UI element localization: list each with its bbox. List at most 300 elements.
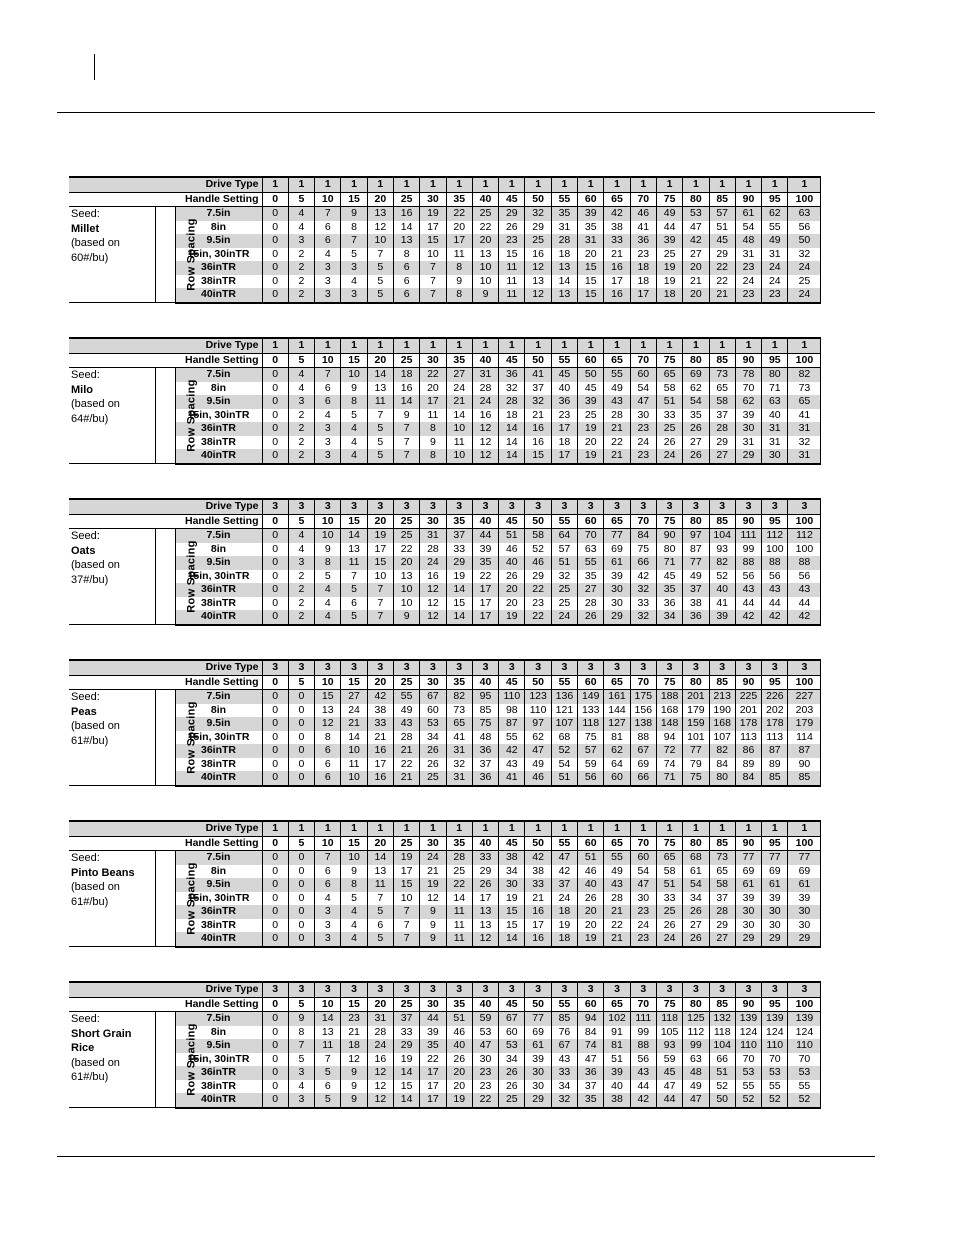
rate-cell: 14 [446, 610, 472, 625]
handle-setting-row [69, 514, 821, 529]
rate-cell: 7 [315, 368, 341, 382]
rate-cell: 34 [499, 865, 525, 879]
rate-cell: 28 [446, 851, 472, 865]
rate-cell: 10 [420, 248, 446, 262]
rate-cell: 26 [446, 1053, 472, 1067]
rate-cell: 11 [446, 932, 472, 947]
handle-setting-value: 75 [656, 675, 682, 690]
rate-cell: 43 [499, 758, 525, 772]
rate-cell: 68 [551, 731, 577, 745]
rate-cell: 14 [393, 1066, 419, 1080]
row-spacing-value: 36inTR [175, 583, 262, 597]
rate-cell: 29 [446, 556, 472, 570]
rate-cell: 74 [578, 1039, 604, 1053]
row-spacing-value: 38inTR [200, 757, 236, 770]
rate-cell: 41 [709, 597, 735, 611]
rate-cell: 5 [367, 275, 393, 289]
rate-cell: 64 [551, 529, 577, 543]
rate-cell: 32 [788, 436, 821, 450]
rate-cell: 38 [525, 865, 551, 879]
rate-cell: 45 [578, 382, 604, 396]
rate-cell: 47 [683, 1093, 709, 1108]
rate-cell: 3 [315, 449, 341, 464]
handle-setting-value: 10 [315, 353, 341, 368]
rate-cell: 14 [499, 449, 525, 464]
handle-setting-value: 10 [315, 997, 341, 1012]
rate-cell: 16 [525, 436, 551, 450]
rate-cell: 49 [604, 382, 630, 396]
rate-cell: 21 [709, 288, 735, 303]
rate-cell: 15 [446, 597, 472, 611]
rate-cell: 31 [788, 449, 821, 464]
rate-cell: 179 [788, 717, 821, 731]
rate-cell: 76 [551, 1026, 577, 1040]
rate-cell: 9 [341, 382, 367, 396]
row-spacing-value: 36inTR [175, 744, 262, 758]
seed-basis: (based on [71, 237, 120, 249]
rate-cell: 61 [735, 207, 761, 221]
rate-cell: 4 [315, 583, 341, 597]
rate-row [69, 248, 821, 262]
rate-cell: 22 [604, 436, 630, 450]
drive-type-value: 3 [288, 660, 314, 675]
rate-cell: 7 [367, 248, 393, 262]
drive-type-value: 3 [630, 660, 656, 675]
drive-type-value: 1 [656, 338, 682, 353]
rate-cell: 45 [656, 1066, 682, 1080]
drive-type-value: 1 [551, 821, 577, 836]
rate-cell: 8 [341, 221, 367, 235]
rate-cell: 14 [367, 851, 393, 865]
drive-type-value: 1 [630, 821, 656, 836]
handle-setting-row [69, 997, 821, 1012]
seed-name-continued: Rice [71, 1042, 95, 1054]
handle-setting-value: 30 [420, 675, 446, 690]
rate-cell: 43 [630, 1066, 656, 1080]
blank-cell [69, 338, 175, 353]
rate-cell: 0 [262, 1012, 288, 1026]
rate-cell: 67 [551, 1039, 577, 1053]
rate-cell: 25 [393, 529, 419, 543]
handle-setting-value: 25 [393, 675, 419, 690]
rate-cell: 4 [341, 905, 367, 919]
rate-cell: 24 [551, 892, 577, 906]
rate-cell: 13 [367, 207, 393, 221]
rate-cell: 69 [788, 865, 821, 879]
rate-cell: 11 [446, 248, 472, 262]
rate-cell: 8 [393, 248, 419, 262]
drive-type-value: 1 [525, 177, 551, 192]
rate-cell: 0 [262, 919, 288, 933]
seed-name: Millet [71, 222, 100, 235]
rate-cell: 12 [420, 597, 446, 611]
rate-cell: 26 [499, 1066, 525, 1080]
rate-cell: 19 [446, 1093, 472, 1108]
rate-cell: 24 [656, 932, 682, 947]
rate-cell: 44 [762, 597, 788, 611]
drive-type-row [69, 660, 821, 675]
rate-cell: 2 [288, 449, 314, 464]
rate-cell: 78 [735, 368, 761, 382]
row-spacing-value: 9.5in [175, 878, 262, 892]
drive-type-value: 3 [762, 982, 788, 997]
handle-setting-value: 55 [551, 997, 577, 1012]
blank-cell [69, 836, 175, 851]
handle-setting-value: 90 [735, 836, 761, 851]
rate-cell: 19 [656, 275, 682, 289]
seed-basis: (based on [71, 720, 120, 732]
rate-cell: 39 [656, 234, 682, 248]
rate-cell: 21 [420, 865, 446, 879]
rate-cell: 201 [735, 704, 761, 718]
rate-cell: 110 [788, 1039, 821, 1053]
handle-setting-value: 80 [683, 514, 709, 529]
rate-cell: 20 [683, 288, 709, 303]
seed-info [69, 529, 155, 625]
rate-cell: 31 [735, 248, 761, 262]
rate-cell: 22 [472, 221, 498, 235]
rate-cell: 33 [367, 717, 393, 731]
rate-cell: 0 [288, 744, 314, 758]
rate-cell: 8 [446, 288, 472, 303]
rate-cell: 53 [735, 1066, 761, 1080]
handle-setting-value: 50 [525, 836, 551, 851]
row-spacing-value: 9.5in [175, 1039, 262, 1053]
rate-cell: 53 [420, 717, 446, 731]
rate-cell: 44 [656, 1093, 682, 1108]
handle-setting-value: 20 [367, 353, 393, 368]
rate-cell: 16 [367, 744, 393, 758]
rate-row [69, 382, 821, 396]
rate-cell: 213 [709, 690, 735, 704]
rate-cell: 20 [472, 234, 498, 248]
drive-type-value: 1 [262, 821, 288, 836]
rate-cell: 32 [551, 1093, 577, 1108]
rate-cell: 0 [262, 905, 288, 919]
drive-type-value: 3 [367, 660, 393, 675]
rate-cell: 30 [788, 919, 821, 933]
rate-cell: 14 [315, 1012, 341, 1026]
rate-cell: 51 [551, 771, 577, 786]
rate-cell: 0 [262, 570, 288, 584]
drive-type-value: 1 [551, 177, 577, 192]
rate-cell: 37 [709, 892, 735, 906]
rate-cell: 227 [788, 690, 821, 704]
rate-cell: 53 [788, 1066, 821, 1080]
rate-cell: 118 [656, 1012, 682, 1026]
rate-cell: 19 [420, 878, 446, 892]
rate-row [69, 556, 821, 570]
rate-cell: 20 [499, 597, 525, 611]
rate-cell: 26 [683, 932, 709, 947]
rate-cell: 101 [683, 731, 709, 745]
rate-cell: 179 [683, 704, 709, 718]
rate-cell: 14 [551, 275, 577, 289]
drive-type-value: 3 [735, 982, 761, 997]
rate-cell: 33 [656, 892, 682, 906]
rate-cell: 69 [630, 758, 656, 772]
drive-type-label: Drive Type [175, 177, 262, 192]
rate-cell: 25 [656, 422, 682, 436]
rate-cell: 156 [630, 704, 656, 718]
rate-cell: 0 [262, 368, 288, 382]
rate-cell: 85 [788, 771, 821, 786]
rate-cell: 144 [604, 704, 630, 718]
rate-cell: 111 [735, 529, 761, 543]
rate-cell: 18 [630, 261, 656, 275]
rate-cell: 12 [367, 1066, 393, 1080]
rate-cell: 42 [735, 610, 761, 625]
rate-cell: 107 [551, 717, 577, 731]
seed-basis-weight: 61#/bu) [71, 734, 109, 747]
drive-type-value: 3 [367, 982, 393, 997]
drive-type-value: 3 [446, 660, 472, 675]
rate-cell: 0 [262, 529, 288, 543]
rate-cell: 39 [525, 1053, 551, 1067]
rate-cell: 62 [683, 382, 709, 396]
handle-setting-value: 90 [735, 353, 761, 368]
rate-cell: 23 [630, 248, 656, 262]
rate-cell: 90 [656, 529, 682, 543]
rate-cell: 28 [499, 395, 525, 409]
rate-cell: 15 [499, 919, 525, 933]
rate-cell: 13 [472, 919, 498, 933]
rate-row [69, 1080, 821, 1094]
drive-type-value: 1 [367, 177, 393, 192]
rate-cell: 39 [420, 1026, 446, 1040]
rate-cell: 16 [604, 261, 630, 275]
rate-cell: 23 [630, 422, 656, 436]
handle-setting-value: 30 [420, 514, 446, 529]
rate-cell: 19 [367, 529, 393, 543]
rate-cell: 178 [762, 717, 788, 731]
rate-row [69, 409, 821, 423]
rate-cell: 39 [578, 207, 604, 221]
handle-setting-value: 20 [367, 997, 393, 1012]
rate-cell: 40 [551, 382, 577, 396]
blank-cell [69, 821, 175, 836]
rate-cell: 25 [656, 248, 682, 262]
rate-cell: 20 [578, 905, 604, 919]
rate-cell: 21 [683, 275, 709, 289]
rate-cell: 0 [262, 1026, 288, 1040]
handle-setting-value: 65 [604, 192, 630, 207]
rate-cell: 33 [604, 234, 630, 248]
rate-cell: 17 [630, 288, 656, 303]
rate-cell: 20 [446, 1080, 472, 1094]
rate-cell: 58 [709, 878, 735, 892]
rate-cell: 21 [604, 449, 630, 464]
rate-cell: 0 [262, 1039, 288, 1053]
rate-cell: 55 [604, 368, 630, 382]
rate-cell: 24 [735, 275, 761, 289]
drive-type-value: 1 [288, 821, 314, 836]
handle-setting-label: Handle Setting [175, 675, 262, 690]
row-spacing-value: 38inTR [200, 435, 236, 448]
rate-cell: 84 [578, 1026, 604, 1040]
rate-cell: 20 [578, 248, 604, 262]
row-spacing-label: Row Spacing [185, 379, 198, 452]
rate-cell: 13 [315, 704, 341, 718]
rate-cell: 57 [578, 744, 604, 758]
rate-cell: 53 [683, 207, 709, 221]
row-spacing-value: 7.5in [175, 851, 262, 865]
rate-cell: 5 [315, 570, 341, 584]
rate-cell: 13 [393, 570, 419, 584]
drive-type-value: 3 [683, 982, 709, 997]
rate-cell: 33 [472, 851, 498, 865]
rate-cell: 30 [604, 597, 630, 611]
rate-cell: 65 [446, 717, 472, 731]
rate-cell: 31 [735, 436, 761, 450]
rate-cell: 7 [288, 1039, 314, 1053]
rate-cell: 24 [762, 261, 788, 275]
rate-cell: 23 [499, 234, 525, 248]
drive-type-value: 3 [420, 660, 446, 675]
rate-cell: 10 [341, 851, 367, 865]
seed-label: Seed: [71, 530, 100, 542]
rate-cell: 8 [420, 422, 446, 436]
drive-type-label: Drive Type [175, 338, 262, 353]
rate-cell: 6 [315, 395, 341, 409]
rate-cell: 38 [604, 1093, 630, 1108]
rate-cell: 85 [551, 1012, 577, 1026]
rate-cell: 44 [472, 529, 498, 543]
rate-cell: 31 [762, 248, 788, 262]
rate-cell: 35 [578, 221, 604, 235]
rate-cell: 17 [472, 583, 498, 597]
rate-cell: 55 [762, 1080, 788, 1094]
rate-cell: 61 [525, 1039, 551, 1053]
rate-cell: 6 [315, 758, 341, 772]
rate-cell: 8 [341, 395, 367, 409]
handle-setting-value: 40 [472, 836, 498, 851]
rate-cell: 62 [604, 744, 630, 758]
handle-setting-value: 75 [656, 192, 682, 207]
handle-setting-value: 90 [735, 997, 761, 1012]
drive-type-value: 3 [683, 660, 709, 675]
rate-cell: 9 [393, 610, 419, 625]
rate-cell: 20 [578, 919, 604, 933]
rate-cell: 42 [551, 865, 577, 879]
rate-cell: 0 [262, 422, 288, 436]
rate-row [69, 583, 821, 597]
blank-cell [69, 982, 175, 997]
rate-cell: 7 [367, 610, 393, 625]
rate-cell: 18 [551, 932, 577, 947]
handle-setting-value: 100 [788, 192, 821, 207]
rate-cell: 11 [367, 395, 393, 409]
handle-setting-value: 85 [709, 836, 735, 851]
rate-cell: 55 [735, 1080, 761, 1094]
drive-type-value: 1 [525, 338, 551, 353]
rate-cell: 24 [446, 382, 472, 396]
rate-cell: 72 [656, 744, 682, 758]
drive-type-value: 1 [578, 338, 604, 353]
rate-cell: 22 [420, 368, 446, 382]
rate-cell: 53 [762, 1066, 788, 1080]
rate-row [69, 1066, 821, 1080]
rate-cell: 80 [656, 543, 682, 557]
rate-cell: 47 [656, 1080, 682, 1094]
rate-cell: 54 [683, 878, 709, 892]
rate-cell: 0 [262, 1093, 288, 1108]
handle-setting-value: 15 [341, 997, 367, 1012]
rate-cell: 28 [604, 892, 630, 906]
rate-cell: 77 [762, 851, 788, 865]
rate-cell: 3 [315, 436, 341, 450]
rate-row [69, 275, 821, 289]
rate-cell: 15 [499, 905, 525, 919]
rate-cell: 52 [762, 1093, 788, 1108]
rate-cell: 8 [341, 878, 367, 892]
seed-name: Milo [71, 383, 93, 396]
rate-cell: 0 [288, 892, 314, 906]
rate-cell: 3 [288, 395, 314, 409]
rate-cell: 3 [341, 261, 367, 275]
drive-type-value: 1 [578, 821, 604, 836]
rate-cell: 42 [788, 610, 821, 625]
rate-table [69, 176, 821, 304]
drive-type-value: 3 [630, 499, 656, 514]
seed-info [69, 207, 155, 303]
rate-cell: 125 [683, 1012, 709, 1026]
rate-cell: 15 [578, 261, 604, 275]
rate-cell: 36 [472, 771, 498, 786]
rate-cell: 2 [288, 610, 314, 625]
rate-cell: 45 [656, 570, 682, 584]
drive-type-value: 1 [367, 338, 393, 353]
rate-cell: 43 [735, 583, 761, 597]
handle-setting-value: 5 [288, 675, 314, 690]
rate-cell: 110 [762, 1039, 788, 1053]
rate-cell: 27 [446, 368, 472, 382]
handle-setting-value: 60 [578, 675, 604, 690]
rate-cell: 27 [709, 932, 735, 947]
handle-setting-value: 0 [262, 675, 288, 690]
handle-setting-value: 60 [578, 997, 604, 1012]
rate-row [69, 690, 821, 704]
rate-cell: 112 [762, 529, 788, 543]
handle-setting-value: 35 [446, 997, 472, 1012]
rate-cell: 21 [604, 905, 630, 919]
handle-setting-value: 15 [341, 675, 367, 690]
rate-cell: 133 [578, 704, 604, 718]
handle-setting-value: 35 [446, 836, 472, 851]
rate-cell: 12 [341, 1053, 367, 1067]
rate-cell: 58 [656, 865, 682, 879]
handle-setting-value: 85 [709, 353, 735, 368]
rate-cell: 23 [630, 449, 656, 464]
handle-setting-value: 5 [288, 353, 314, 368]
rate-cell: 47 [630, 395, 656, 409]
rate-cell: 31 [578, 234, 604, 248]
drive-type-label: Drive Type [175, 821, 262, 836]
rate-cell: 4 [315, 892, 341, 906]
rate-cell: 7 [367, 409, 393, 423]
rate-cell: 99 [683, 1039, 709, 1053]
handle-setting-value: 85 [709, 192, 735, 207]
rate-cell: 13 [551, 288, 577, 303]
drive-type-value: 3 [551, 660, 577, 675]
rate-cell: 32 [788, 248, 821, 262]
rate-cell: 94 [656, 731, 682, 745]
rate-cell: 30 [788, 905, 821, 919]
rate-cell: 28 [472, 382, 498, 396]
rate-cell: 73 [788, 382, 821, 396]
rate-cell: 30 [499, 878, 525, 892]
drive-type-value: 1 [315, 177, 341, 192]
